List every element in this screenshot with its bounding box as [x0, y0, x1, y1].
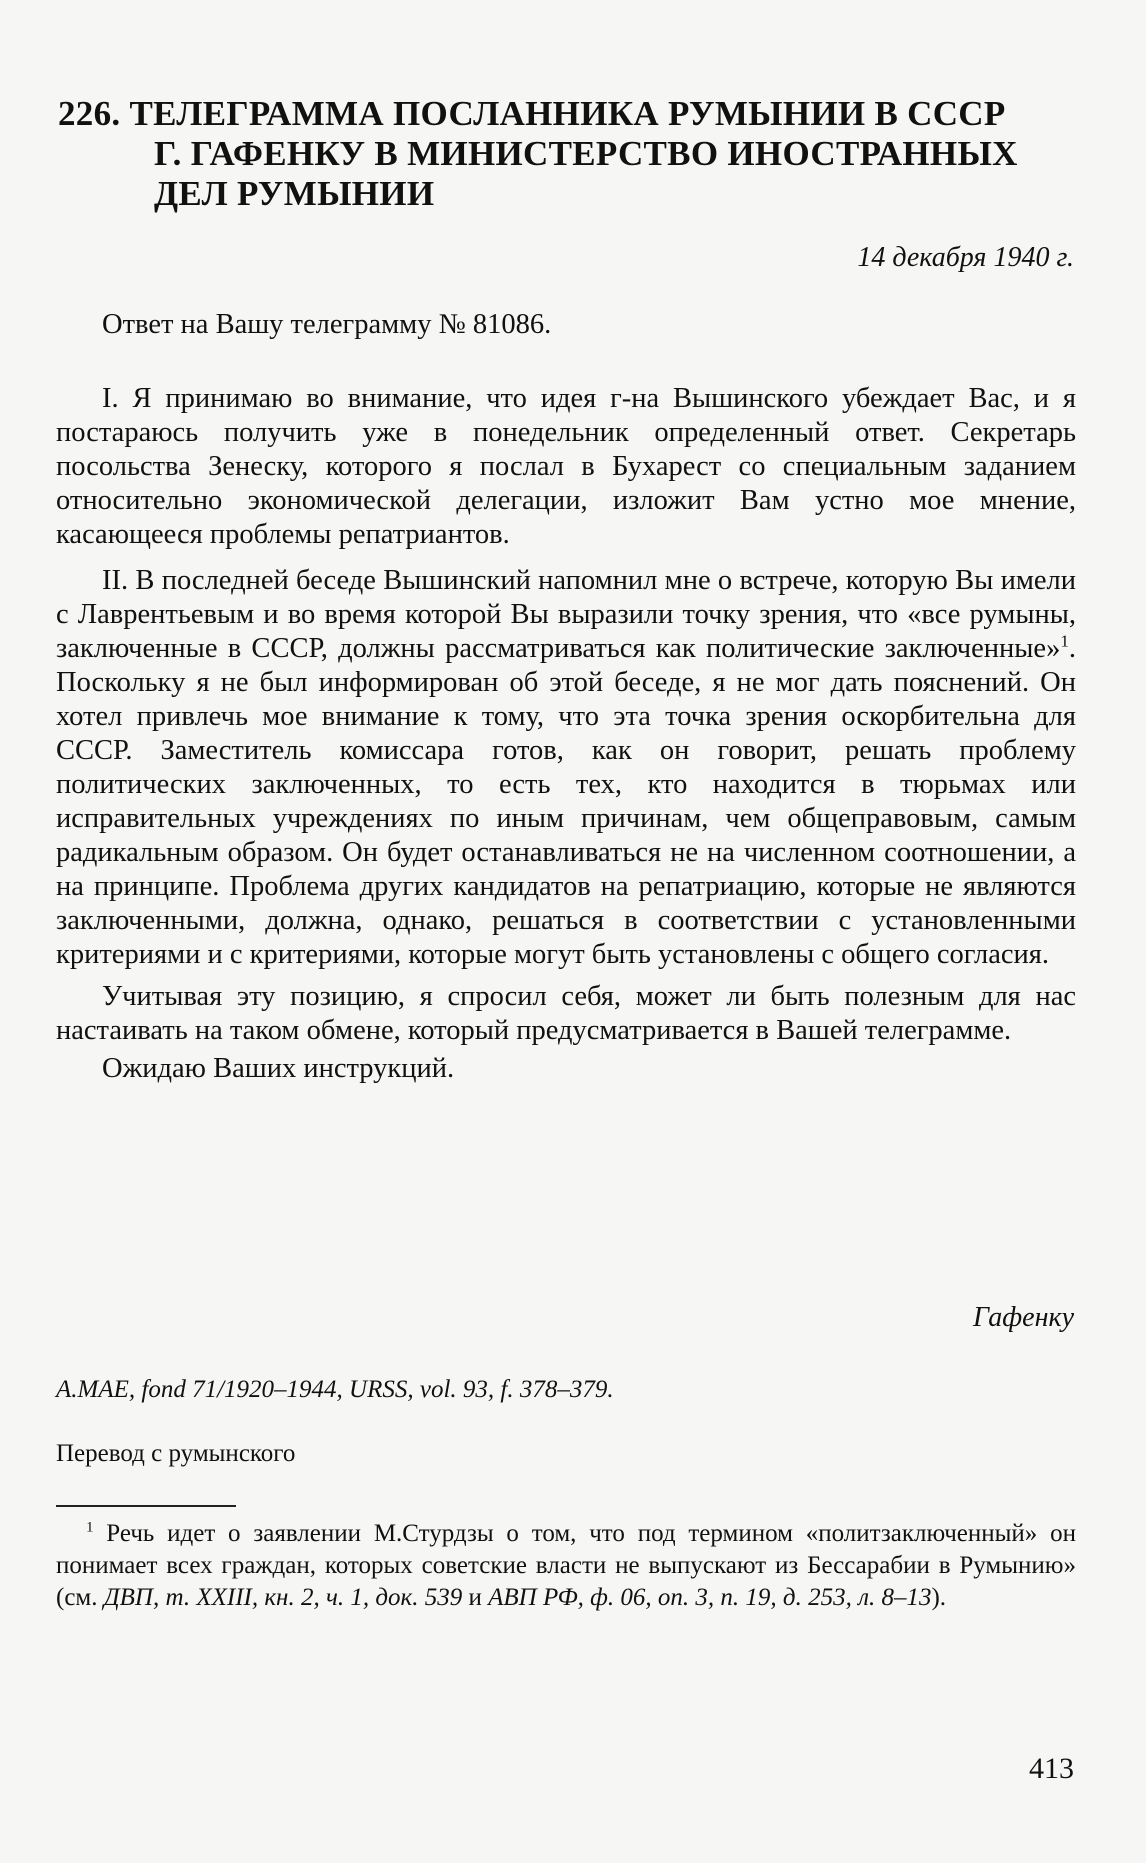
heading-line-3: ДЕЛ РУМЫНИИ — [154, 174, 435, 213]
paragraph-2-start: II. В последней беседе Вышинский напомнил мне о встрече, которую Вы имели с Лаврентьевым и во время которой Вы выразили точку зрения, что «все румыны, заключенные в СССР, должны рассматриваться как политические заключенные» — [56, 565, 1076, 664]
archive-source: A.MAE, fond 71/1920–1944, URSS, vol. 93, f. 378–379. — [56, 1376, 614, 1403]
heading-line-1: ТЕЛЕГРАММА ПОСЛАННИКА РУМЫНИИ В СССР — [129, 94, 1006, 133]
document-heading — [58, 94, 1088, 214]
translation-note: Перевод с румынского — [56, 1440, 296, 1467]
reply-paragraph: Ответ на Вашу телеграмму № 81086. — [102, 309, 552, 340]
signature: Гафенку — [973, 1302, 1074, 1333]
footnote-text-b: и — [462, 1584, 489, 1611]
footnote-marker: 1 — [86, 1519, 94, 1536]
main-text — [56, 382, 1076, 1086]
footnote-ref-2: АВП РФ, ф. 06, оп. 3, п. 19, д. 253, л. 8–13 — [488, 1584, 932, 1611]
paragraph-4: Ожидаю Ваших инструкций. — [102, 1053, 455, 1084]
heading-line-2: Г. ГАФЕНКУ В МИНИСТЕРСТВО ИНОСТРАННЫХ — [154, 134, 1018, 173]
document-date: 14 декабря 1940 г. — [857, 242, 1074, 273]
footnote-text-c: ). — [931, 1584, 947, 1611]
paragraph-2-end: . Поскольку я не был информирован об этой беседе, я не мог дать пояснений. Он хотел привлечь мое внимание к тому, что эта точка зрения оскорбительна для СССР. Заместитель комиссара готов, как он говорит, решать проблему политических заключенных, то есть тех, кто находится в тюрьмах или исправительных учреждениях по иным причинам, чем общеправовым, самым радикальным образом. Он будет останавливаться не на численном соотношении, а на принципе. Проблема других кандидатов на репатриацию, которые не являются заключенными, должна, однако, решаться в соответствии с установленными критериями и с критериями, которые могут быть установлены с общего согласия. — [56, 633, 1076, 970]
footnote-ref-1: ДВП, т. XXIII, кн. 2, ч. 1, док. 539 — [103, 1584, 463, 1611]
reply-reference — [56, 308, 1076, 342]
footnote — [56, 1518, 1076, 1614]
paragraph-2 — [56, 564, 1076, 972]
footnote-text — [56, 1518, 1076, 1614]
footnote-ref: 1 — [1060, 631, 1069, 651]
paragraph-3: Учитывая эту позицию, я спросил себя, может ли быть полезным для нас настаивать на таком обмене, который предусматривается в Вашей телеграмме. — [56, 981, 1076, 1046]
footnote-divider — [56, 1505, 236, 1507]
paragraph-1: I. Я принимаю во внимание, что идея г-на Вышинского убеждает Вас, и я постараюсь получить уже в понедельник определенный ответ. Секретарь посольства Зенеску, которого я послал в Бухарест со специальным заданием относительно экономической делегации, изложит Вам устно мое мнение, касающееся проблемы репатриантов. — [56, 383, 1076, 550]
page-number: 413 — [1029, 1752, 1074, 1785]
footnote-text-a: Речь идет о заявлении М.Стурдзы о том, что под термином «политзаключенный» он понимает всех граждан, которых советские власти не выпускают из Бессарабии в Румынию» (см. — [56, 1520, 1076, 1611]
document-number: 226. — [58, 94, 121, 133]
